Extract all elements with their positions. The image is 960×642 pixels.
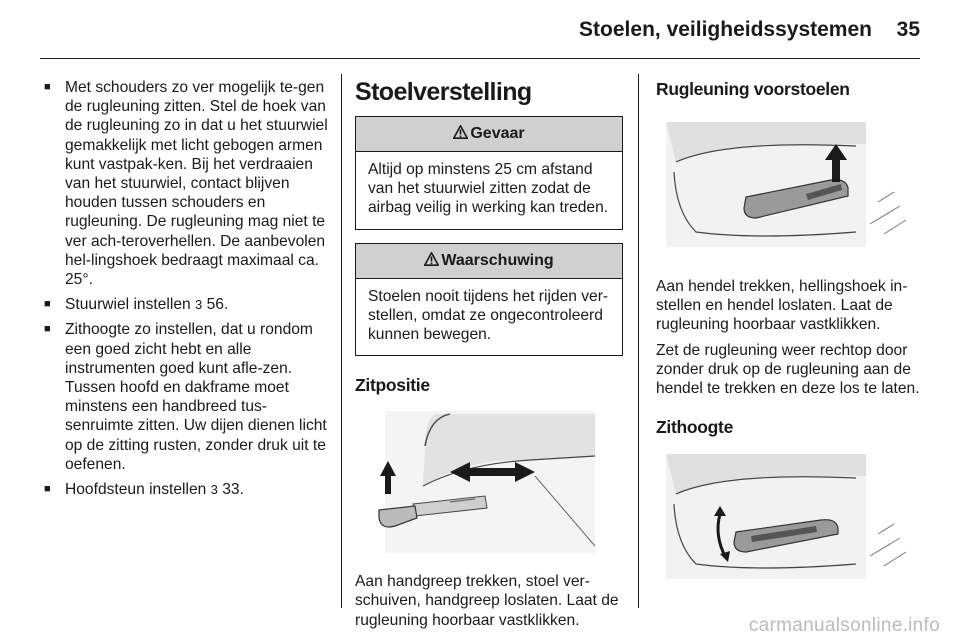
danger-box-title: Gevaar [470, 125, 525, 142]
warning-box-header [356, 244, 622, 279]
page-header [0, 0, 960, 62]
cross-reference-icon: 3 [210, 482, 218, 498]
warning-box [355, 243, 623, 357]
instruction-list [40, 78, 330, 499]
list-item [40, 320, 330, 474]
cross-reference-icon: 3 [195, 297, 203, 313]
backrest-paragraph-1: Aan hendel trekken, hellingshoek in-stellen en hendel loslaten. Laat de rugleuning hoorbaar vastklikken. [656, 278, 908, 334]
danger-box-header [356, 117, 622, 152]
column-2 [355, 78, 623, 636]
subsection-heading: Zithoogte [656, 417, 733, 438]
list-item-text: Hoofdsteun instellen [65, 481, 207, 499]
section-title: Stoelen, veiligheidssystemen [579, 18, 872, 41]
list-item [40, 480, 330, 499]
warning-box-title: Waarschuwing [441, 251, 554, 269]
warning-triangle-icon [424, 252, 439, 266]
danger-box-text: Altijd op minstens 25 cm afstand van het stuurwiel zitten zodat de airbag veilig in werking kan treden. [368, 161, 609, 217]
warning-triangle-icon [453, 125, 468, 139]
seat-position-illustration [355, 406, 623, 556]
header-rule [40, 58, 920, 59]
list-item [40, 78, 330, 289]
list-item [40, 295, 330, 314]
list-item-text: Zithoogte zo instellen, dat u rondom een goed zicht hebt en alle instrumenten goed kunt afle-zen. Tussen hoofd en dakframe moet minstens een handbreed tus-senruimte zitten. Uw dijen dienen licht op de zitting rusten, zonder druk uit te oefenen. [65, 321, 327, 473]
list-item-text: Met schouders zo ver mogelijk te-gen de rugleuning zitten. Stel de hoek van de rugleuning zo in dat u het stuurwiel gemakkelijk met licht gebogen armen kunt vastpak-ken. Bij het verdraaien van het stuurwiel, contact blijven houden tussen schouders en rugleuning. De rugleuning mag niet te ver ach-teroverhellen. De aanbevolen hel-lingshoek bedraagt maximaal ca. 25°. [65, 79, 328, 289]
column-3 [656, 78, 924, 582]
cross-reference-link[interactable]: 33. [222, 481, 244, 499]
subsection-heading: Zitpositie [355, 375, 430, 396]
column-1 [40, 78, 330, 505]
column-divider-2 [638, 74, 639, 608]
section-heading: Rugleuning voorstoelen [656, 79, 850, 99]
page-number: 35 [896, 18, 920, 41]
backrest-paragraph-2: Zet de rugleuning weer rechtop door zonder druk op de rugleuning aan de hendel te trekken en deze los te laten. [656, 341, 920, 398]
cross-reference-link[interactable]: 56. [206, 296, 229, 314]
danger-box [355, 116, 623, 230]
seat-height-illustration [656, 454, 916, 582]
list-item-text: Stuurwiel instellen [65, 296, 191, 314]
warning-box-text: Stoelen nooit tijdens het rijden ver-stellen, omdat ze ongecontroleerd kunnen bewegen. [368, 287, 609, 344]
section-heading: Stoelverstelling [355, 78, 532, 106]
column-divider-1 [341, 74, 342, 608]
watermark: carmanualsonline.info [748, 615, 940, 636]
zitpositie-caption: Aan handgreep trekken, stoel ver-schuiven, handgreep loslaten. Laat de rugleuning hoorbaar vastklikken. [355, 573, 619, 629]
backrest-illustration [656, 122, 916, 252]
